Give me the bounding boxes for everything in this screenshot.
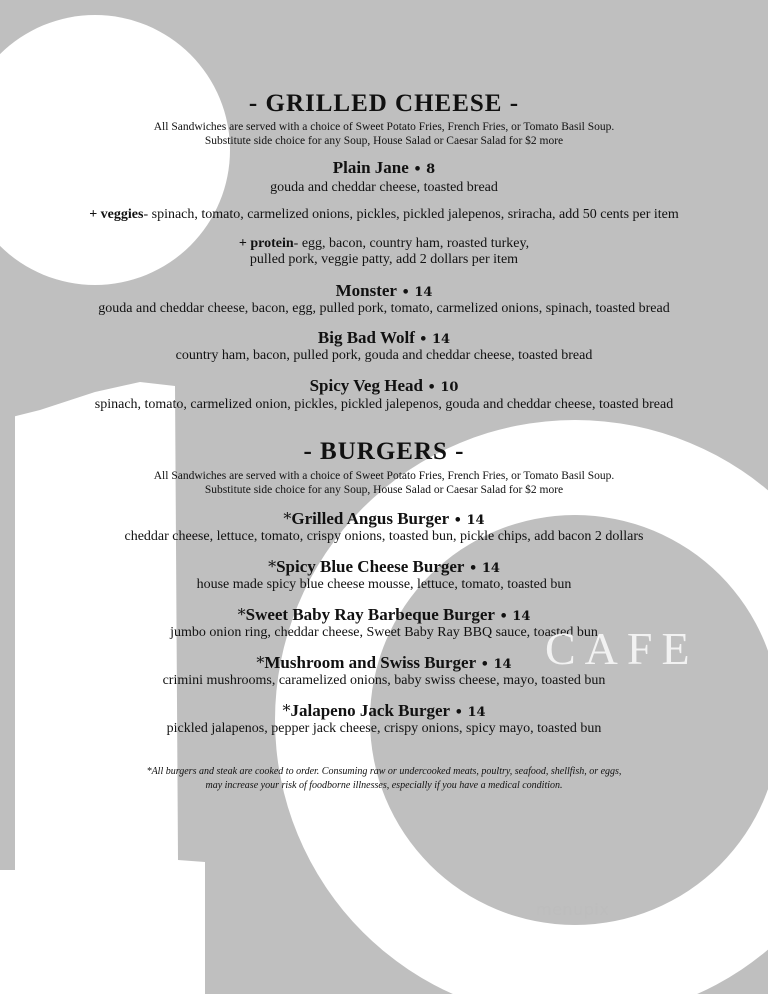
burger-heading (0, 557, 768, 577)
spicy-veg-head-heading (0, 376, 768, 396)
protein-addon (0, 236, 768, 252)
veggies-addon (0, 207, 768, 223)
monster-price: • 14 (396, 285, 433, 300)
monster-description: gouda and cheddar cheese, bacon, egg, pulled pork, tomato, carmelized onions, spinach, toasted bread (98, 301, 670, 316)
burger-description: crimini mushrooms, caramelized onions, baby swiss cheese, mayo, toasted bun (162, 673, 606, 688)
big-bad-wolf-description: country ham, bacon, pulled pork, gouda and cheddar cheese, toasted bread (175, 348, 593, 363)
plain-jane-name: Plain Jane (332, 158, 409, 177)
big-bad-wolf-name: Big Bad Wolf (317, 328, 420, 347)
burger-name: Grilled Angus Burger (291, 509, 450, 528)
big-bad-wolf-heading (0, 328, 768, 348)
burger-price: • 14 (494, 609, 531, 624)
burger-name: Spicy Blue Cheese Burger (276, 557, 465, 576)
burgers-note-line2: Substitute side choice for any Soup, House Salad or Caesar Salad for $2 more (204, 484, 564, 496)
burger-price: • 14 (450, 705, 486, 720)
plain-jane-description: gouda and cheddar cheese, toasted bread (270, 180, 498, 195)
burger-star: * (237, 605, 246, 624)
burger-price: • 14 (464, 561, 500, 576)
burger-heading (0, 701, 768, 721)
burger-price: • 14 (476, 657, 512, 672)
grilled-cheese-note-line2: Substitute side choice for any Soup, House Salad or Caesar Salad for $2 more (204, 135, 564, 147)
plain-jane-heading (0, 158, 768, 178)
veggies-text: - spinach, tomato, carmelized onions, pickles, pickled jalepenos, sriracha, add 50 cents per item (143, 207, 679, 222)
spicy-veg-head-description: spinach, tomato, carmelized onion, pickles, pickled jalepenos, gouda and cheddar cheese, toasted bread (94, 397, 674, 412)
grilled-cheese-note-line1: All Sandwiches are served with a choice of Sweet Potato Fries, French Fries, or Tomato Basil Soup. (153, 121, 615, 133)
spicy-veg-head-name: Spicy Veg Head (309, 376, 423, 395)
burger-name: Jalapeno Jack Burger (290, 701, 451, 720)
burger-name: Mushroom and Swiss Burger (264, 653, 477, 672)
burger-description: pickled jalapenos, pepper jack cheese, crispy onions, spicy mayo, toasted bun (166, 721, 602, 736)
footnote-line2: may increase your risk of foodborne illnesses, especially if you have a medical condition. (205, 780, 563, 791)
spicy-veg-head-price: • 10 (422, 380, 459, 395)
burger-star: * (282, 701, 291, 720)
burger-description: jumbo onion ring, cheddar cheese, Sweet Baby Ray BBQ sauce, toasted bun (170, 625, 598, 640)
protein-text: - egg, bacon, country ham, roasted turkey, (293, 236, 530, 251)
burgers-title: - BURGERS - (303, 438, 465, 465)
footnote-line1: *All burgers and steak are cooked to order. Consuming raw or undercooked meats, poultry, seafood, shellfish, or eggs, (146, 766, 622, 777)
monster-heading (0, 281, 768, 301)
burger-name: Sweet Baby Ray Barbeque Burger (245, 605, 495, 624)
burger-description: cheddar cheese, lettuce, tomato, crispy onions, toasted bun, pickle chips, add bacon 2 dollars (124, 529, 644, 544)
monster-name: Monster (335, 281, 397, 300)
burgers-note-line1: All Sandwiches are served with a choice of Sweet Potato Fries, French Fries, or Tomato Basil Soup. (153, 470, 615, 482)
veggies-label: + veggies (89, 207, 144, 222)
plain-jane-price: • 8 (408, 162, 436, 177)
burger-description: house made spicy blue cheese mousse, lettuce, tomato, toasted bun (196, 577, 572, 592)
burger-heading (0, 509, 768, 529)
grilled-cheese-title: - GRILLED CHEESE - (248, 90, 520, 117)
burger-star: * (268, 557, 277, 576)
burger-price: • 14 (449, 513, 485, 528)
burger-star: * (283, 509, 292, 528)
menupix-watermark: menupix (536, 900, 610, 919)
big-bad-wolf-price: • 14 (419, 332, 451, 347)
protein-label: + protein (238, 236, 294, 251)
burger-star: * (256, 653, 265, 672)
protein-text-line2: pulled pork, veggie patty, add 2 dollars per item (249, 252, 519, 267)
cafe-logo-text: CAFE (545, 623, 699, 674)
